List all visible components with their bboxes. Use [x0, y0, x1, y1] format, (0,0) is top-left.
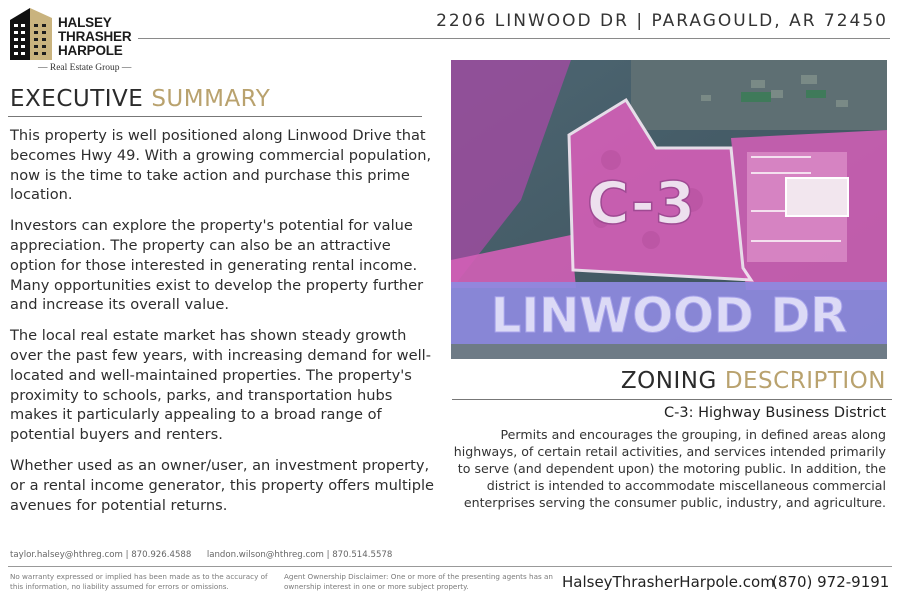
logo-wordmark: [58, 16, 131, 58]
heading-gold-word: DESCRIPTION: [724, 368, 886, 394]
warranty-disclaimer: No warranty expressed or implied has been made as to the accuracy of this information, no liability assumed for errors or omissions.: [10, 572, 268, 591]
agent-phone-link[interactable]: 870.926.4588: [131, 550, 192, 560]
property-address: 2206 LINWOOD DR | PARAGOULD, AR 72450: [436, 11, 888, 31]
road-label: LINWOOD DR: [490, 288, 848, 344]
zoning-divider: [452, 399, 892, 400]
office-phone-link[interactable]: (870) 972-9191: [772, 573, 890, 591]
logo-line-2: THRASHER: [58, 29, 132, 44]
summary-paragraph: Investors can explore the property's potential for value appreciation. The property can also be an attractive option for those interested in generating rental income. Many opportunities exist to develop the property further and increase its overall value.: [10, 217, 424, 314]
executive-summary-body: [10, 126, 435, 526]
agent-email-link[interactable]: landon.wilson@hthreg.com: [206, 550, 324, 560]
heading-gold-word: SUMMARY: [151, 86, 271, 112]
logo-line-3: HARPOLE: [58, 43, 123, 58]
dash-icon: —: [38, 63, 50, 73]
agent-phone-link[interactable]: 870.514.5578: [332, 550, 393, 560]
dash-icon: —: [119, 63, 132, 73]
zone-label: C-3: [586, 169, 696, 237]
summary-paragraph: This property is well positioned along Linwood Drive that becomes Hwy 49. With a growing commercial population, now is the time to take action and purchase this prime location.: [10, 127, 432, 204]
aerial-zoning-map: [451, 60, 887, 359]
logo-subtitle: [38, 63, 131, 73]
logo-subtitle-text: Real Estate Group: [49, 63, 120, 73]
heading-dark-word: EXECUTIVE: [10, 86, 144, 112]
heading-dark-word: ZONING: [620, 368, 717, 394]
agent-ownership-disclaimer: Agent Ownership Disclaimer: One or more of the presenting agents has an ownership interest in one or more subject property.: [284, 572, 553, 591]
zoning-description-heading: [621, 368, 886, 394]
zoning-description-text: Permits and encourages the grouping, in defined areas along highways, of certain retail activities, and services intended primarily to serve (and dependent upon) the motoring public. In addition, the district is intended to accommodate miscellaneous commercial enterprises serving the consumer public, industry, and agriculture.: [453, 427, 886, 510]
footer-divider: [8, 566, 892, 567]
header-divider: [138, 38, 890, 39]
summary-paragraph: The local real estate market has shown steady growth over the past few years, with increasing demand for well-located and well-maintained properties. The property's proximity to schools, parks, and transportation hubs makes it particularly appealing to a broad range of potential buyers and renters.: [10, 327, 431, 444]
website-link[interactable]: HalseyThrasherHarpole.com: [562, 573, 775, 591]
agent-email-link[interactable]: taylor.halsey@hthreg.com: [10, 550, 123, 560]
agent-contacts: [10, 550, 392, 560]
zoning-district-name: C-3: Highway Business District: [664, 405, 886, 421]
separator: |: [326, 550, 330, 560]
executive-summary-heading: [10, 86, 270, 112]
separator: |: [125, 550, 129, 560]
summary-paragraph: Whether used as an owner/user, an investment property, or a rental income generator, this property offers multiple avenues for potential returns.: [10, 456, 435, 514]
building-logo-icon: [8, 6, 54, 62]
executive-summary-divider: [8, 116, 422, 117]
company-logo: [8, 6, 132, 74]
logo-line-1: HALSEY: [58, 15, 112, 30]
aerial-photo: [451, 60, 887, 359]
